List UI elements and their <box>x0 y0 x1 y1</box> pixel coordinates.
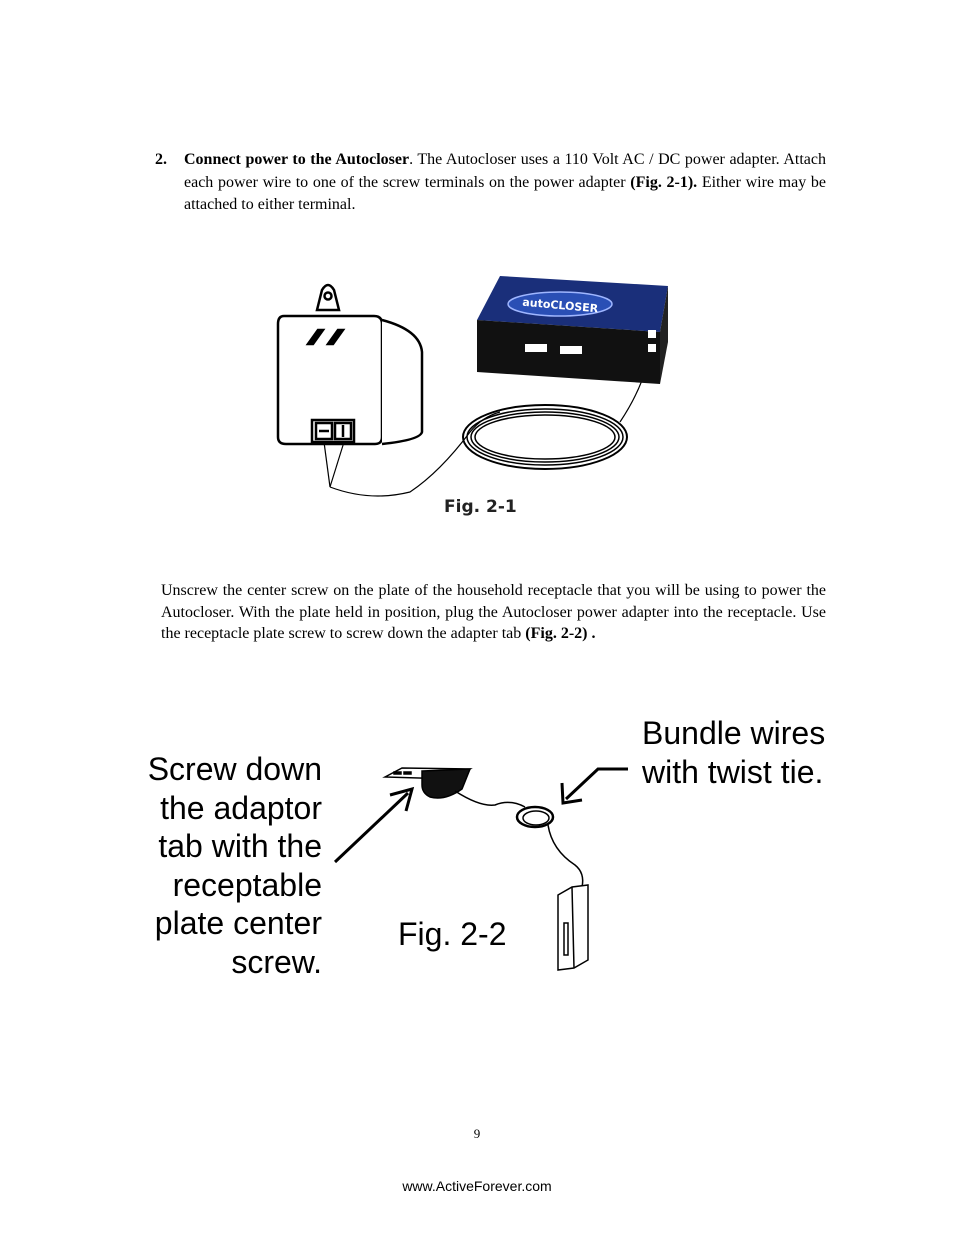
step-2 <box>155 149 826 217</box>
autocloser-unit-drawing <box>558 885 588 970</box>
step-number: 2. <box>155 151 167 168</box>
paragraph-2-text: Unscrew the center screw on the plate of the household receptacle that you will be using to power the Autocloser. With the plate held in position, plug the Autocloser power adapter into the receptacle. Use the receptacle plate screw to screw down the adapter tab <box>161 582 826 642</box>
callout-bundle-wires: Bundle wires with twist tie. <box>642 715 826 790</box>
arrow-left <box>335 793 408 862</box>
figure-2-1-illustration <box>270 272 680 532</box>
callout-screw-down: Screw down the adaptor tab with the receptable plate center screw. <box>147 751 322 980</box>
autocloser-box-drawing <box>477 276 668 384</box>
power-adapter-drawing <box>278 285 422 444</box>
logo-text: autoCLOSER <box>521 295 599 316</box>
arrow-right <box>566 769 628 799</box>
footer-url: www.ActiveForever.com <box>402 1178 552 1194</box>
step-text-1: . The Autocloser uses a 110 Volt AC / DC power adapter. Attach each power wire to one of the screw terminals on the power adapter <box>184 151 826 191</box>
page-number: 9 <box>473 1126 481 1141</box>
figure-2-2-caption: Fig. 2-2 <box>398 916 507 952</box>
step-2-text <box>184 149 826 217</box>
step-figref: (Fig. 2-1). <box>630 173 698 191</box>
paragraph-2 <box>161 580 826 645</box>
paragraph-2-figref: (Fig. 2-2) . <box>525 625 596 642</box>
step-text-2: Either wire may be attached to either terminal. <box>184 173 826 213</box>
figure-2-1-caption: Fig. 2-1 <box>444 497 517 517</box>
step-heading: Connect power to the Autocloser <box>184 151 410 168</box>
